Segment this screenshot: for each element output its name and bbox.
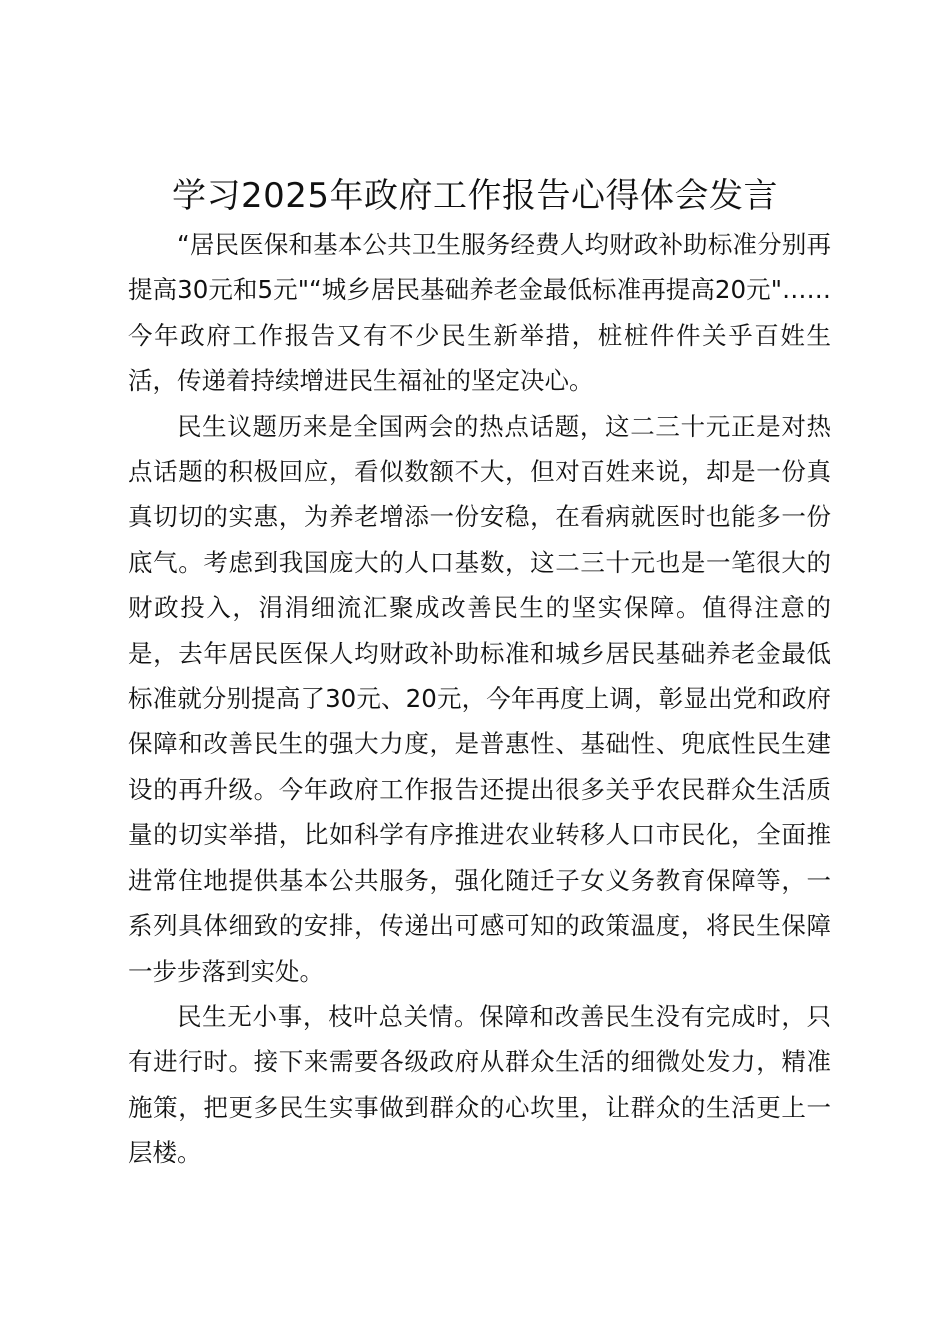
paragraph-1: “居民医保和基本公共卫生服务经费人均财政补助标准分别再提高30元和5元"“城乡居民基础养老金最低标准再提高20元"……今年政府工作报告又有不少民生新举措，桩桩件件关乎百姓生活，传递着持续增进民生福祉的坚定决心。 (128, 230, 831, 396)
document-body (128, 222, 831, 1176)
document-title: 学习2025年政府工作报告心得体会发言 (171, 176, 779, 216)
paragraph-2: 民生议题历来是全国两会的热点话题，这二三十元正是对热点话题的积极回应，看似数额不大，但对百姓来说，却是一份真真切切的实惠，为养老增添一份安稳，在看病就医时也能多一份底气。考虑到我国庞大的人口基数，这二三十元也是一笔很大的财政投入，涓涓细流汇聚成改善民生的坚实保障。值得注意的是，去年居民医保人均财政补助标准和城乡居民基础养老金最低标准就分别提高了30元、20元，今年再度上调，彰显出党和政府保障和改善民生的强大力度，是普惠性、基础性、兜底性民生建设的再升级。今年政府工作报告还提出很多关乎农民群众生活质量的切实举措，比如科学有序推进农业转移人口市民化，全面推进常住地提供基本公共服务，强化随迁子女义务教育保障等，一系列具体细致的安排，传递出可感可知的政策温度，将民生保障一步步落到实处。 (128, 411, 831, 986)
paragraph-3: 民生无小事，枝叶总关情。保障和改善民生没有完成时，只有进行时。接下来需要各级政府从群众生活的细微处发力，精准施策，把更多民生实事做到群众的心坎里，让群众的生活更上一层楼。 (128, 1001, 831, 1168)
